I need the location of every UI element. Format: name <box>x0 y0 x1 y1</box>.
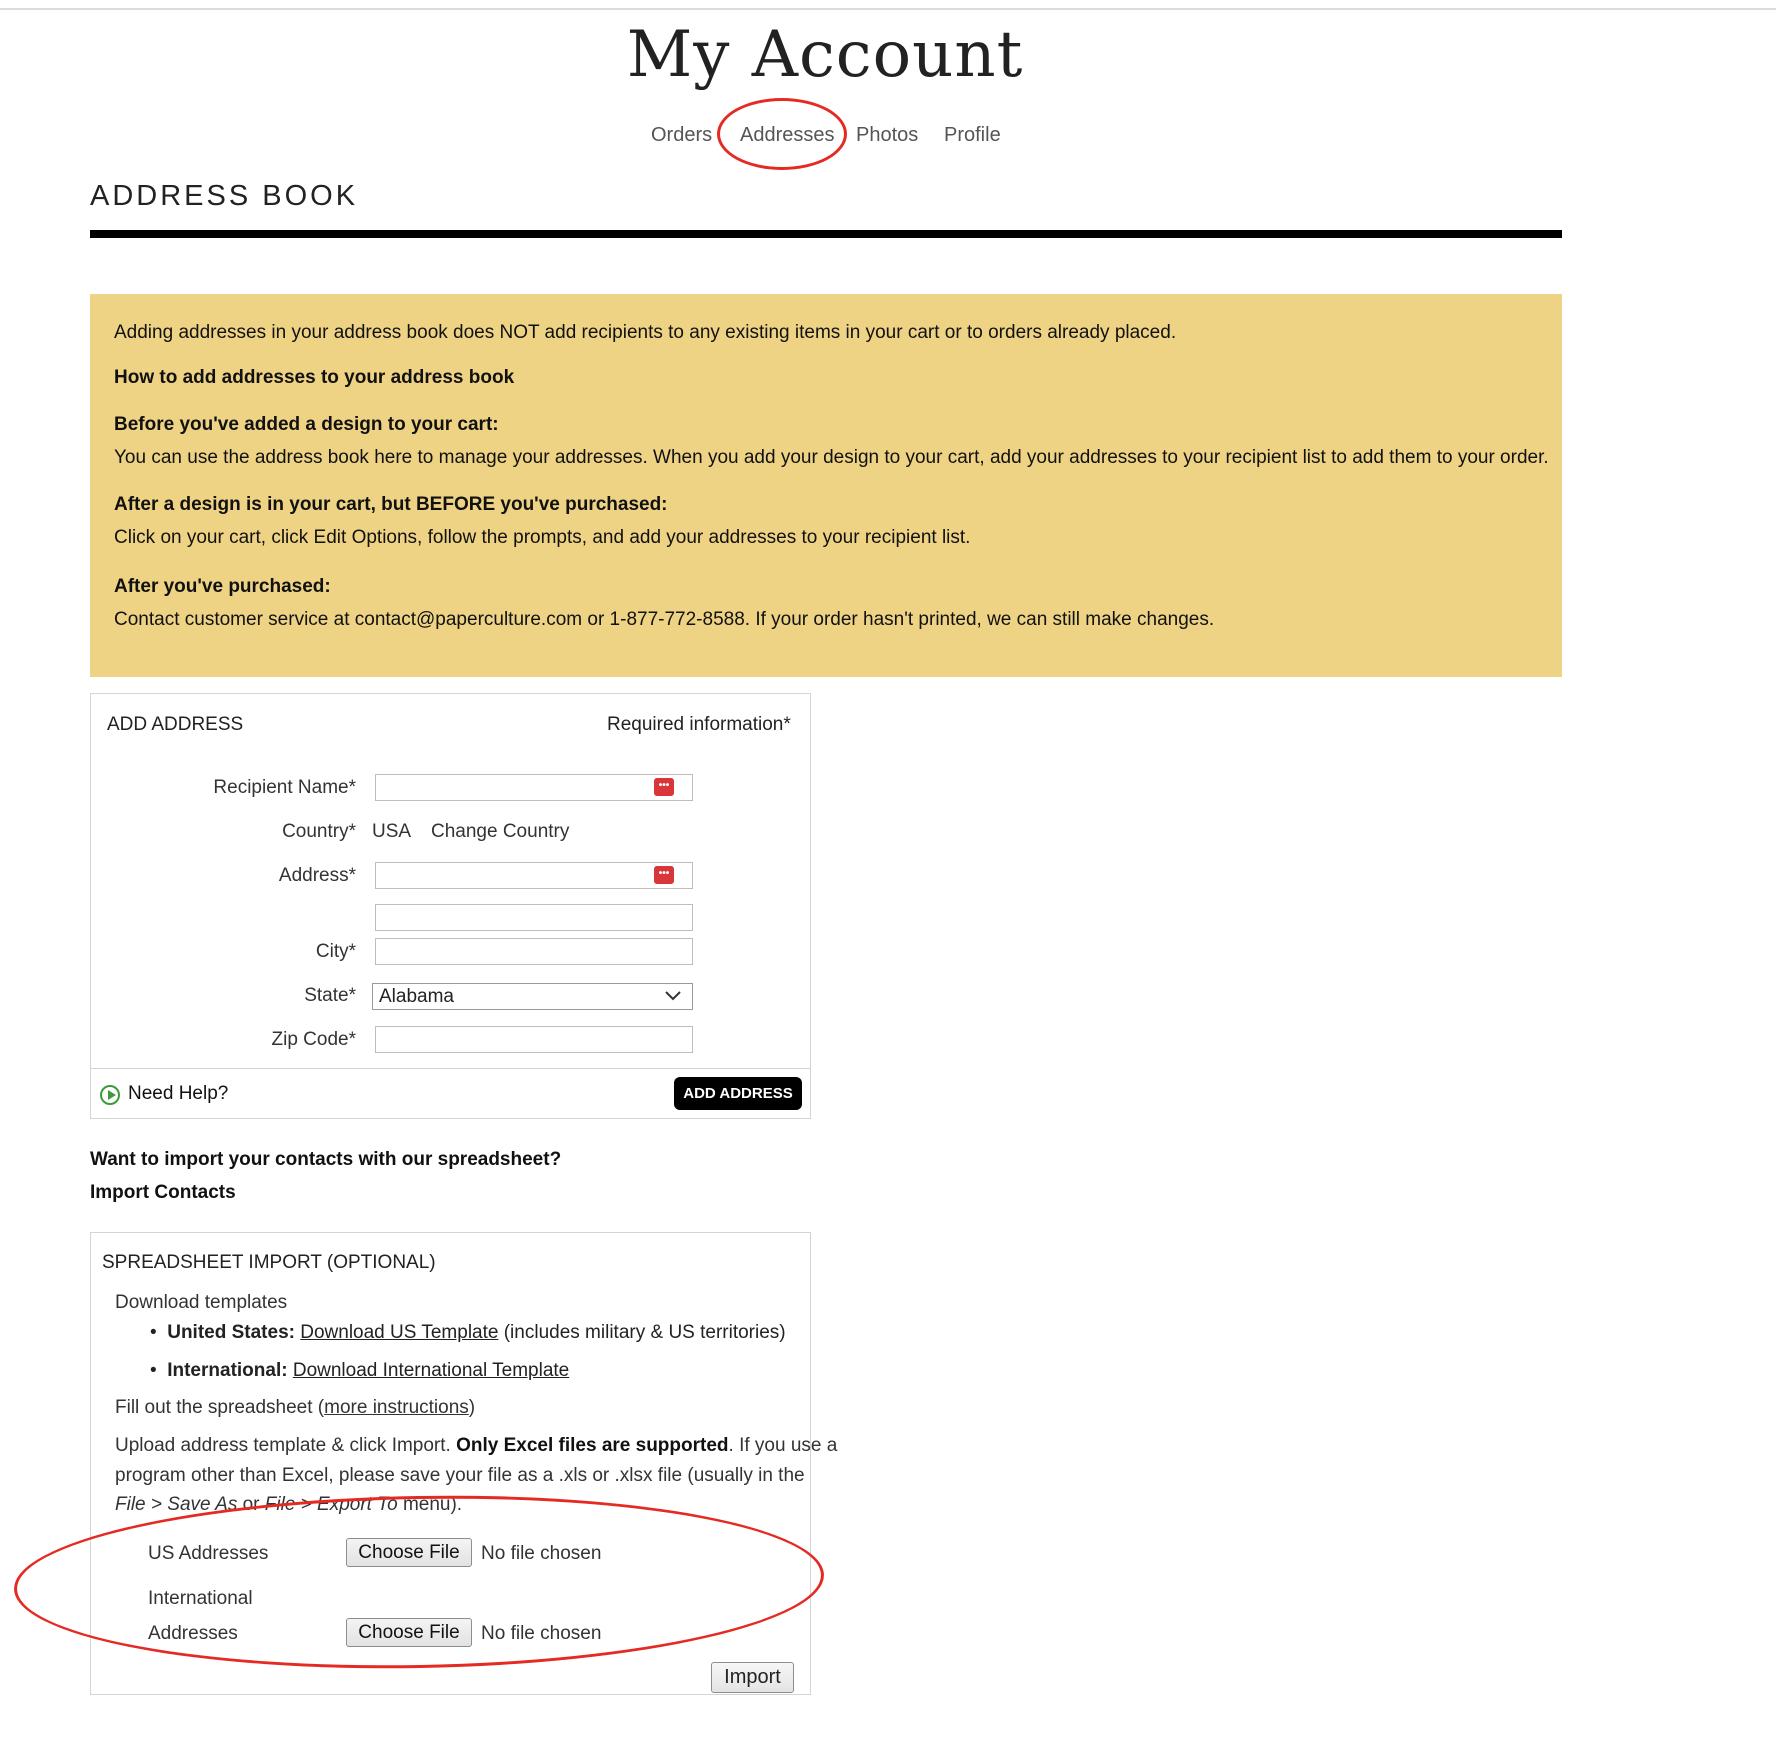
chevron-down-icon <box>664 986 682 1004</box>
more-instructions-link[interactable]: more instructions <box>324 1397 469 1418</box>
import-button[interactable]: Import <box>711 1662 794 1693</box>
us-addresses-label: US Addresses <box>148 1543 269 1564</box>
save-as-path: File > Save As <box>115 1494 238 1515</box>
or-text: or <box>237 1494 265 1515</box>
us-file-status: No file chosen <box>481 1543 602 1564</box>
tab-profile[interactable]: Profile <box>944 124 1001 146</box>
tab-addresses[interactable]: Addresses <box>740 124 835 146</box>
upload-instructions-line1 <box>115 1435 837 1457</box>
choose-file-us-button[interactable]: Choose File <box>346 1538 472 1567</box>
international-file-status: No file chosen <box>481 1623 602 1644</box>
us-note: (includes military & US territories) <box>503 1322 786 1343</box>
address-line1-input[interactable] <box>375 862 693 889</box>
download-international-template-link[interactable]: Download International Template <box>292 1360 570 1381</box>
annotation-circle-addresses <box>717 98 847 170</box>
need-help-link[interactable]: Need Help? <box>128 1083 229 1104</box>
change-country-link[interactable]: Change Country <box>431 821 570 842</box>
notice-after-purchase-title: After you've purchased: <box>114 576 331 597</box>
page-title: My Account <box>626 18 1024 92</box>
notice-after-cart-title: After a design is in your cart, but BEFORE you've purchased: <box>114 494 668 515</box>
info-notice <box>90 294 1562 677</box>
tab-photos[interactable]: Photos <box>856 124 919 146</box>
upload-text: Upload address template & click Import. <box>115 1435 457 1456</box>
required-note: Required information* <box>607 714 791 735</box>
tab-orders[interactable]: Orders <box>651 124 713 146</box>
download-heading: Download templates <box>115 1292 288 1313</box>
import-question: Want to import your contacts with our spreadsheet? <box>90 1149 562 1170</box>
password-manager-icon[interactable]: ••• <box>654 866 674 884</box>
list-item-us <box>150 1322 786 1344</box>
notice-how-title: How to add addresses to your address book <box>114 367 515 388</box>
choose-file-international-button[interactable]: Choose File <box>346 1618 472 1647</box>
add-address-title: ADD ADDRESS <box>107 714 244 735</box>
international-label: International: <box>167 1360 288 1381</box>
list-item-international <box>150 1360 569 1382</box>
city-input[interactable] <box>375 938 693 965</box>
fill-out-prefix: Fill out the spreadsheet ( <box>115 1397 325 1418</box>
notice-after-cart-text: Click on your cart, click Edit Options, follow the prompts, and add your addresses to your recipient list. <box>114 527 971 548</box>
password-manager-icon[interactable]: ••• <box>654 778 674 796</box>
state-select[interactable] <box>372 983 693 1010</box>
menu-text: menu). <box>397 1494 463 1515</box>
address-label: Address* <box>278 865 356 886</box>
zip-label: Zip Code* <box>271 1029 356 1050</box>
add-address-button[interactable]: ADD ADDRESS <box>674 1077 802 1110</box>
state-label: State* <box>304 985 356 1006</box>
notice-before-text: You can use the address book here to manage your addresses. When you add your design to your cart, add your addresses to your recipient list to add them to your order. <box>114 447 1549 468</box>
play-circle-icon[interactable] <box>100 1085 120 1105</box>
recipient-name-input[interactable] <box>375 774 693 801</box>
excel-only-note: Only Excel files are supported <box>456 1435 729 1456</box>
zip-code-input[interactable] <box>375 1026 693 1053</box>
upload-text-tail: . If you use a <box>728 1435 838 1456</box>
section-rule <box>90 230 1562 238</box>
notice-line: Adding addresses in your address book does NOT add recipients to any existing items in your cart or to orders already placed. <box>114 322 1177 343</box>
country-value: USA <box>372 821 412 842</box>
recipient-label: Recipient Name* <box>213 777 356 798</box>
top-divider <box>0 8 1776 10</box>
upload-instructions-line2: program other than Excel, please save your file as a .xls or .xlsx file (usually in the <box>115 1465 805 1486</box>
download-us-template-link[interactable]: Download US Template <box>300 1322 499 1343</box>
import-contacts-link[interactable]: Import Contacts <box>90 1182 236 1203</box>
export-to-path: File > Export To <box>264 1494 398 1515</box>
country-label: Country* <box>282 821 356 842</box>
us-label: United States: <box>167 1322 295 1343</box>
state-selected-value: Alabama <box>379 986 454 1007</box>
fill-out-suffix: ) <box>468 1397 476 1418</box>
spreadsheet-title: SPREADSHEET IMPORT (OPTIONAL) <box>102 1252 436 1273</box>
international-addresses-label-line1: International <box>148 1588 253 1609</box>
city-label: City* <box>315 941 356 962</box>
fill-out-text <box>115 1397 475 1419</box>
notice-after-purchase-text: Contact customer service at contact@paperculture.com or 1-877-772-8588. If your order hasn't printed, we can still make changes. <box>114 609 1215 630</box>
notice-before-title: Before you've added a design to your cart: <box>114 414 499 435</box>
section-title: ADDRESS BOOK <box>90 180 359 212</box>
bullet: • <box>150 1360 157 1381</box>
international-addresses-label-line2: Addresses <box>148 1623 238 1644</box>
address-line2-input[interactable] <box>375 904 693 931</box>
bullet: • <box>150 1322 157 1343</box>
